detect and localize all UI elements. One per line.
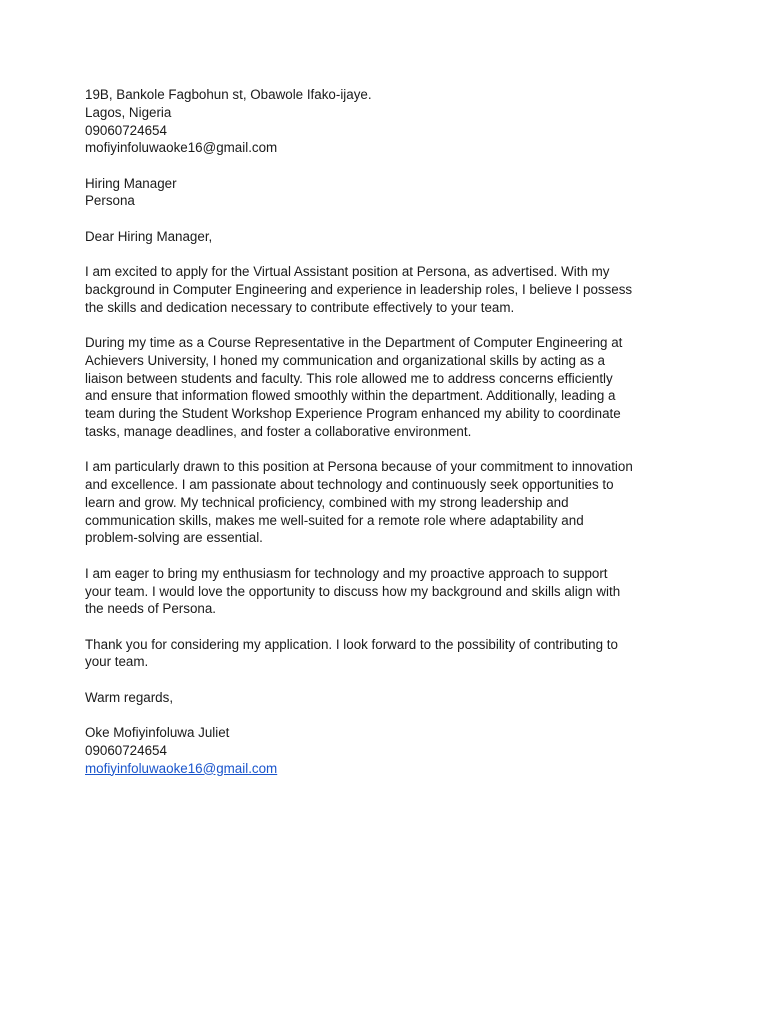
sender-email: mofiyinfoluwaoke16@gmail.com — [85, 140, 278, 156]
paragraph-line: problem-solving are essential. — [85, 530, 263, 546]
sender-phone: 09060724654 — [85, 122, 167, 138]
paragraph-line: I am excited to apply for the Virtual Assistant position at Persona, as advertised. With my — [85, 264, 610, 280]
paragraph-line: I am eager to bring my enthusiasm for technology and my proactive approach to support — [85, 565, 608, 581]
paragraph-line: your team. I would love the opportunity to discuss how my background and skills align with — [85, 583, 621, 599]
paragraph-line: and excellence. I am passionate about technology and continuously seek opportunities to — [85, 477, 614, 493]
recipient-block — [85, 175, 625, 211]
sender-address-line1: 19B, Bankole Fagbohun st, Obawole Ifako-ijaye. — [85, 87, 372, 102]
salutation — [85, 228, 625, 246]
sender-address-line2: Lagos, Nigeria — [85, 104, 172, 120]
paragraph-line: learn and grow. My technical proficiency, combined with my strong leadership and — [85, 494, 569, 510]
closing-text: Warm regards, — [85, 689, 174, 705]
signature-phone: 09060724654 — [85, 742, 167, 758]
paragraph-line: tasks, manage deadlines, and foster a collaborative environment. — [85, 423, 472, 439]
paragraph-line: Achievers University, I honed my communication and organizational skills by acting as a — [85, 352, 605, 368]
paragraph-line: I am particularly drawn to this position at Persona because of your commitment to innovation — [85, 459, 633, 475]
cover-letter — [85, 86, 633, 795]
paragraph-4 — [85, 565, 625, 618]
recipient-company: Persona — [85, 193, 135, 209]
paragraph-5 — [85, 636, 625, 672]
paragraph-line: Thank you for considering my application. I look forward to the possibility of contributing to — [85, 636, 618, 652]
paragraph-line: and ensure that information flowed smoothly within the department. Additionally, leading a — [85, 388, 616, 404]
signature-email-link[interactable]: mofiyinfoluwaoke16@gmail.com — [85, 760, 278, 776]
paragraph-line: your team. — [85, 654, 149, 670]
salutation-text: Dear Hiring Manager, — [85, 228, 213, 244]
signature-name: Oke Mofiyinfoluwa Juliet — [85, 725, 230, 741]
paragraph-3 — [85, 458, 633, 547]
paragraph-line: the needs of Persona. — [85, 601, 217, 617]
recipient-title: Hiring Manager — [85, 175, 177, 191]
paragraph-line: the skills and dedication necessary to contribute effectively to your team. — [85, 299, 515, 315]
paragraph-line: During my time as a Course Representative in the Department of Computer Engineering at — [85, 334, 623, 350]
sender-block — [85, 86, 625, 157]
paragraph-line: communication skills, makes me well-suited for a remote role where adaptability and — [85, 512, 584, 528]
paragraph-line: liaison between students and faculty. This role allowed me to address concerns efficiently — [85, 370, 613, 386]
paragraph-1 — [85, 263, 633, 316]
signature-block — [85, 724, 625, 777]
paragraph-2 — [85, 334, 625, 441]
paragraph-line: team during the Student Workshop Experience Program enhanced my ability to coordinate — [85, 406, 621, 422]
closing — [85, 689, 625, 707]
paragraph-line: background in Computer Engineering and experience in leadership roles, I believe I possess — [85, 281, 633, 297]
